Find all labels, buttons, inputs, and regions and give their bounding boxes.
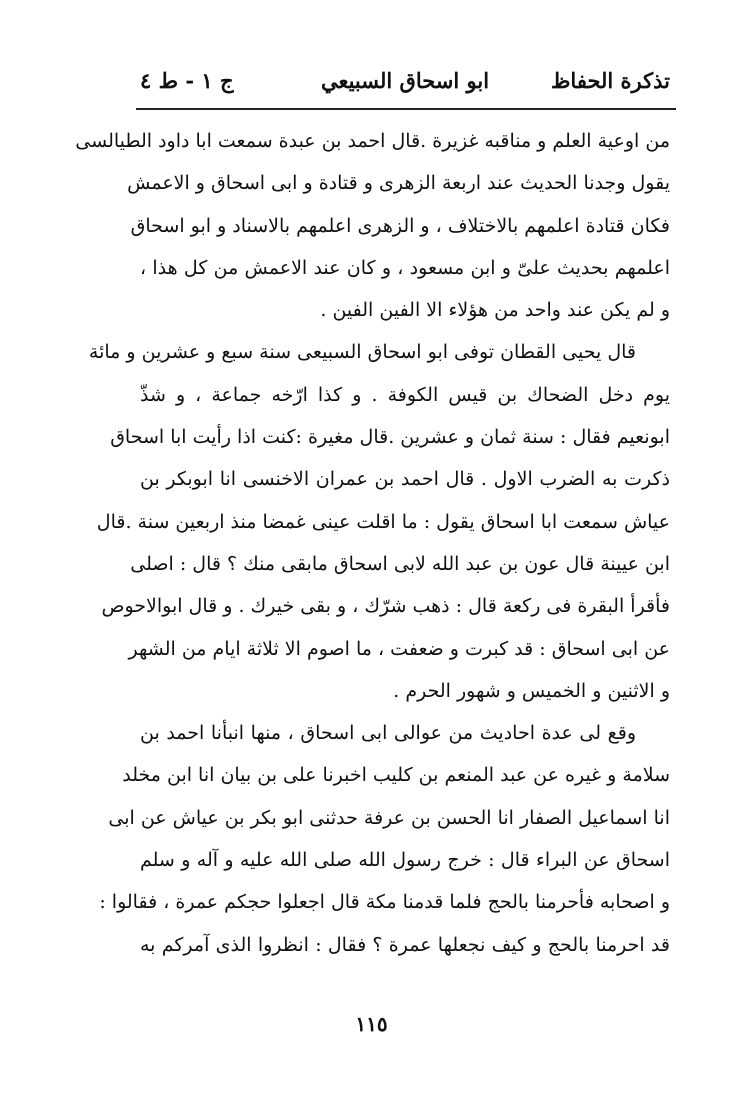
text-line: اسحاق عن البراء قال : خرج رسول الله صلى الله عليه و آله و سلم (140, 849, 670, 872)
text-line: و اصحابه فأحرمنا بالحج فلما قدمنا مكة قال اجعلوا حجكم عمرة ، فقالوا : (99, 891, 670, 914)
text-line: ذكرت به الضرب الاول . قال احمد بن عمران الاخنسى انا ابوبكر بن (140, 468, 670, 491)
text-line: قد احرمنا بالحج و كيف نجعلها عمرة ؟ فقال : انظروا الذى آمركم به (140, 933, 670, 956)
text-line: من اوعية العلم و مناقبه غزيرة .قال احمد بن عبدة سمعت ابا داود الطيالسى (75, 130, 670, 152)
text-line: قال يحيى القطان توفى ابو اسحاق السبيعى سنة سبع و عشرين و مائة (88, 341, 636, 364)
text-line: وقع لى عدة احاديث من عوالى ابى اسحاق ، منها انبأنا احمد بن (140, 722, 636, 745)
text-line: فكان قتادة اعلمهم بالاختلاف ، و الزهرى اعلمهم بالاسناد و ابو اسحاق (130, 214, 670, 237)
text-line: اعلمهم بحديث علىّ و ابن مسعود ، و كان عند الاعمش من كل هذا ، (140, 256, 670, 279)
text-line: انا اسماعيل الصفار انا الحسن بن عرفة حدثنى ابو بكر بن عياش عن ابى (108, 806, 670, 829)
text-line: يقول وجدنا الحديث عند اربعة الزهرى و قتادة و ابى اسحاق و الاعمش (127, 172, 670, 195)
text-line: ابن عيينة قال عون بن عبد الله لابى اسحاق مابقى منك ؟ قال : اصلى (130, 552, 670, 575)
section-title: ابو اسحاق السبيعي (320, 68, 490, 93)
text-line: ابونعيم فقال : سنة ثمان و عشرين .قال مغيرة :كنت اذا رأيت ابا اسحاق (110, 426, 670, 449)
page-number: ١١٥ (355, 1012, 388, 1036)
text-line: و لم يكن عند واحد من هؤلاء الا الفين الفين . (320, 299, 670, 322)
text-line: يوم دخل الضحاك بن قيس الكوفة . و كذا ارّخه جماعة ، و شذّ (140, 383, 670, 406)
book-title: تذكرة الحفاظ (551, 68, 670, 93)
volume-reference: ج ١ - ط ٤ (140, 68, 234, 93)
header-divider (136, 108, 676, 110)
running-header (140, 64, 670, 104)
text-line: و الاثنين و الخميس و شهور الحرم . (393, 679, 670, 702)
text-line: عن ابى اسحاق : قد كبرت و ضعفت ، ما اصوم الا ثلاثة ايام من الشهر (128, 637, 670, 660)
body-text (75, 120, 670, 966)
text-line: فأقرأ البقرة فى ركعة قال : ذهب شرّك ، و بقى خيرك . و قال ابوالاحوص (101, 595, 670, 618)
text-line: سلامة و غيره عن عبد المنعم بن كليب اخبرنا على بن بيان انا ابن مخلد (122, 764, 670, 787)
text-line: عياش سمعت ابا اسحاق يقول : ما اقلت عينى غمضا منذ اربعين سنة .قال (96, 510, 670, 533)
